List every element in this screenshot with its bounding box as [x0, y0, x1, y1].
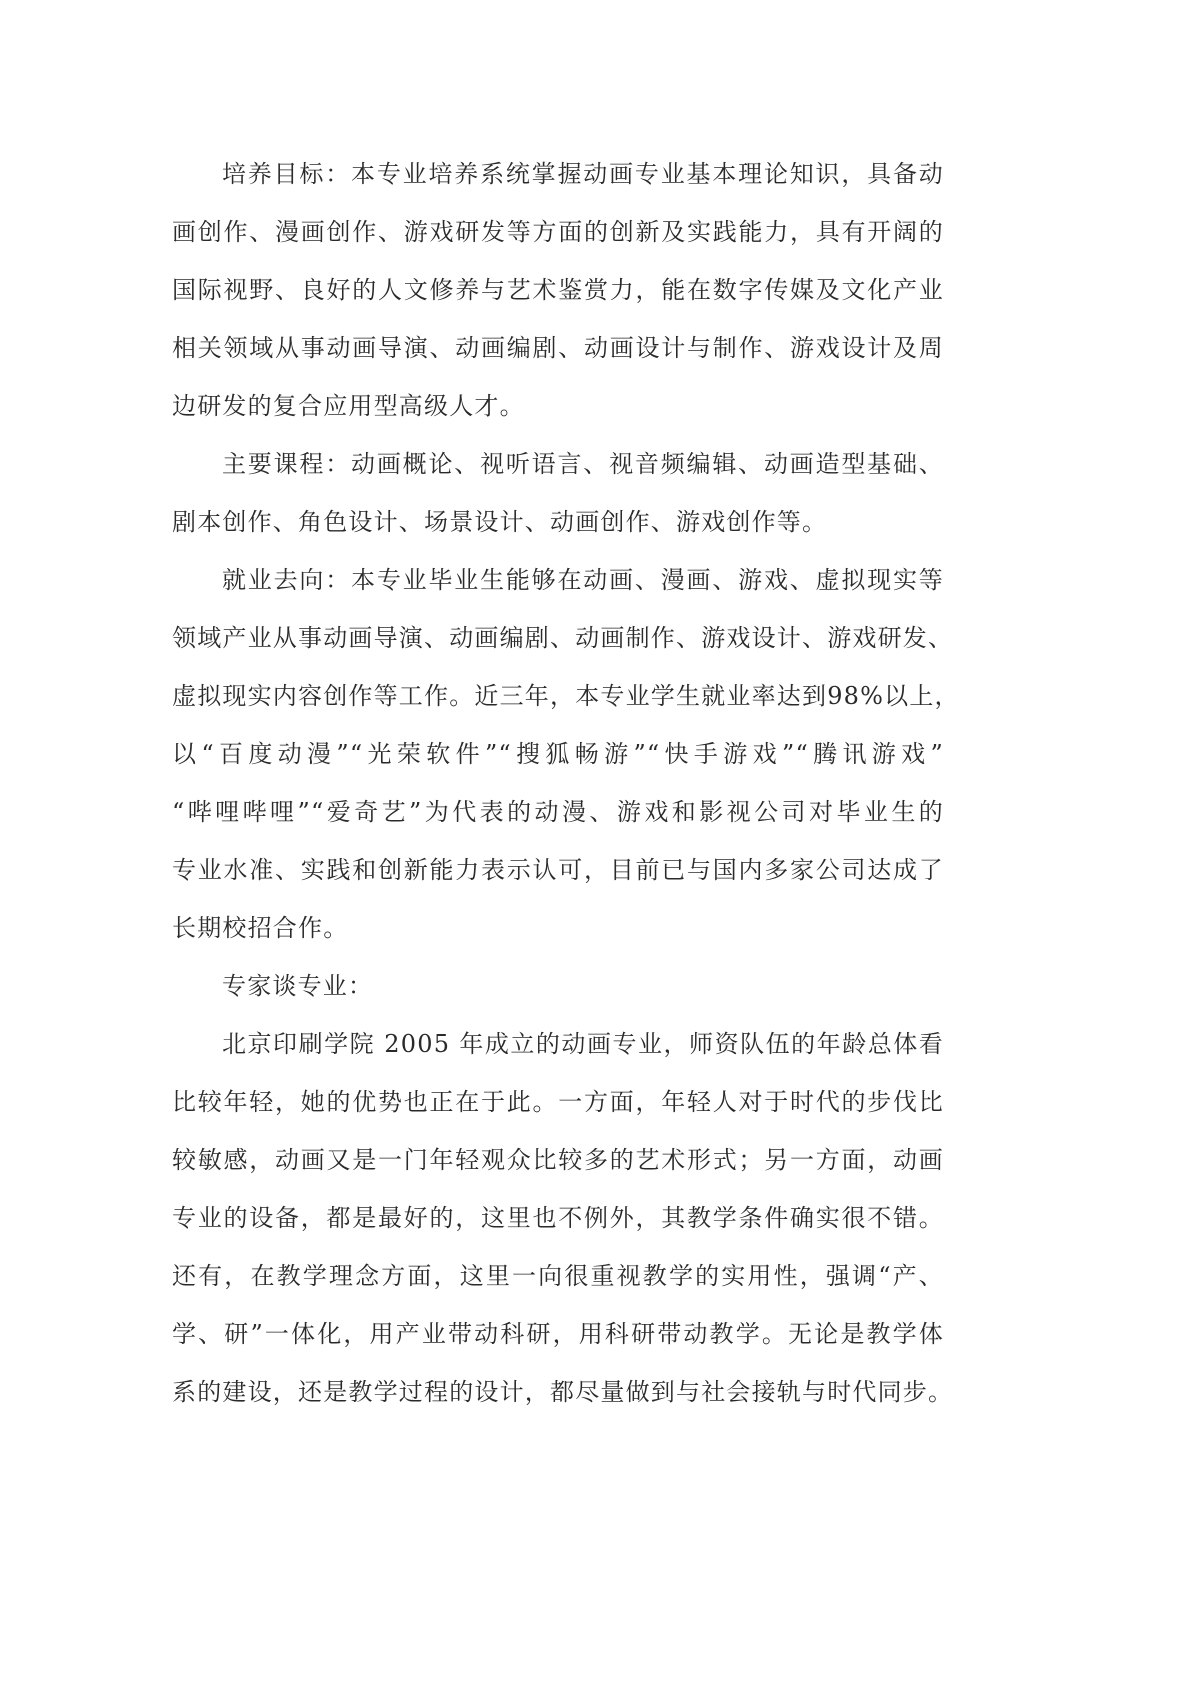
document-page	[172, 145, 960, 1421]
text-line: 系的建设，还是教学过程的设计，都尽量做到与社会接轨与时代同步。	[172, 1378, 954, 1406]
paragraph-expert-comment	[172, 1015, 954, 1421]
text-line: 虚拟现实内容创作等工作。近三年，本专业学生就业率达到98%以上，	[172, 682, 960, 710]
text-line: 领域产业从事动画导演、动画编剧、动画制作、游戏设计、游戏研发、	[172, 624, 954, 652]
paragraph-main-courses	[172, 435, 944, 551]
text-line: 学、研”一体化，用产业带动科研，用科研带动教学。无论是教学体	[172, 1320, 944, 1348]
text-line: 培养目标：本专业培养系统掌握动画专业基本理论知识，具备动	[222, 160, 944, 188]
text-line: 北京印刷学院 2005 年成立的动画专业，师资队伍的年龄总体看	[222, 1030, 944, 1058]
text-line: 还有，在教学理念方面，这里一向很重视教学的实用性，强调“产、	[172, 1262, 944, 1290]
text-line: 国际视野、良好的人文修养与艺术鉴赏力，能在数字传媒及文化产业	[172, 276, 944, 304]
section-heading: 专家谈专业：	[222, 972, 374, 1000]
text-line: “哔哩哔哩”“爱奇艺”为代表的动漫、游戏和影视公司对毕业生的	[172, 798, 944, 826]
text-line: 以“百度动漫”“光荣软件”“搜狐畅游”“快手游戏”“腾讯游戏”	[172, 740, 944, 768]
text-line: 专业的设备，都是最好的，这里也不例外，其教学条件确实很不错。	[172, 1204, 944, 1232]
text-line: 主要课程：动画概论、视听语言、视音频编辑、动画造型基础、	[222, 450, 944, 478]
text-line: 剧本创作、角色设计、场景设计、动画创作、游戏创作等。	[172, 508, 828, 536]
text-line: 就业去向：本专业毕业生能够在动画、漫画、游戏、虚拟现实等	[222, 566, 944, 594]
text-line: 比较年轻，她的优势也正在于此。一方面，年轻人对于时代的步伐比	[172, 1088, 944, 1116]
text-line: 画创作、漫画创作、游戏研发等方面的创新及实践能力，具有开阔的	[172, 218, 944, 246]
text-line: 边研发的复合应用型高级人才。	[172, 392, 525, 420]
expert-heading	[172, 957, 944, 1015]
text-line: 较敏感，动画又是一门年轻观众比较多的艺术形式；另一方面，动画	[172, 1146, 944, 1174]
paragraph-employment	[172, 551, 960, 957]
text-line: 相关领域从事动画导演、动画编剧、动画设计与制作、游戏设计及周	[172, 334, 944, 362]
paragraph-training-goal	[172, 145, 944, 435]
text-line: 长期校招合作。	[172, 914, 349, 942]
text-line: 专业水准、实践和创新能力表示认可，目前已与国内多家公司达成了	[172, 856, 944, 884]
